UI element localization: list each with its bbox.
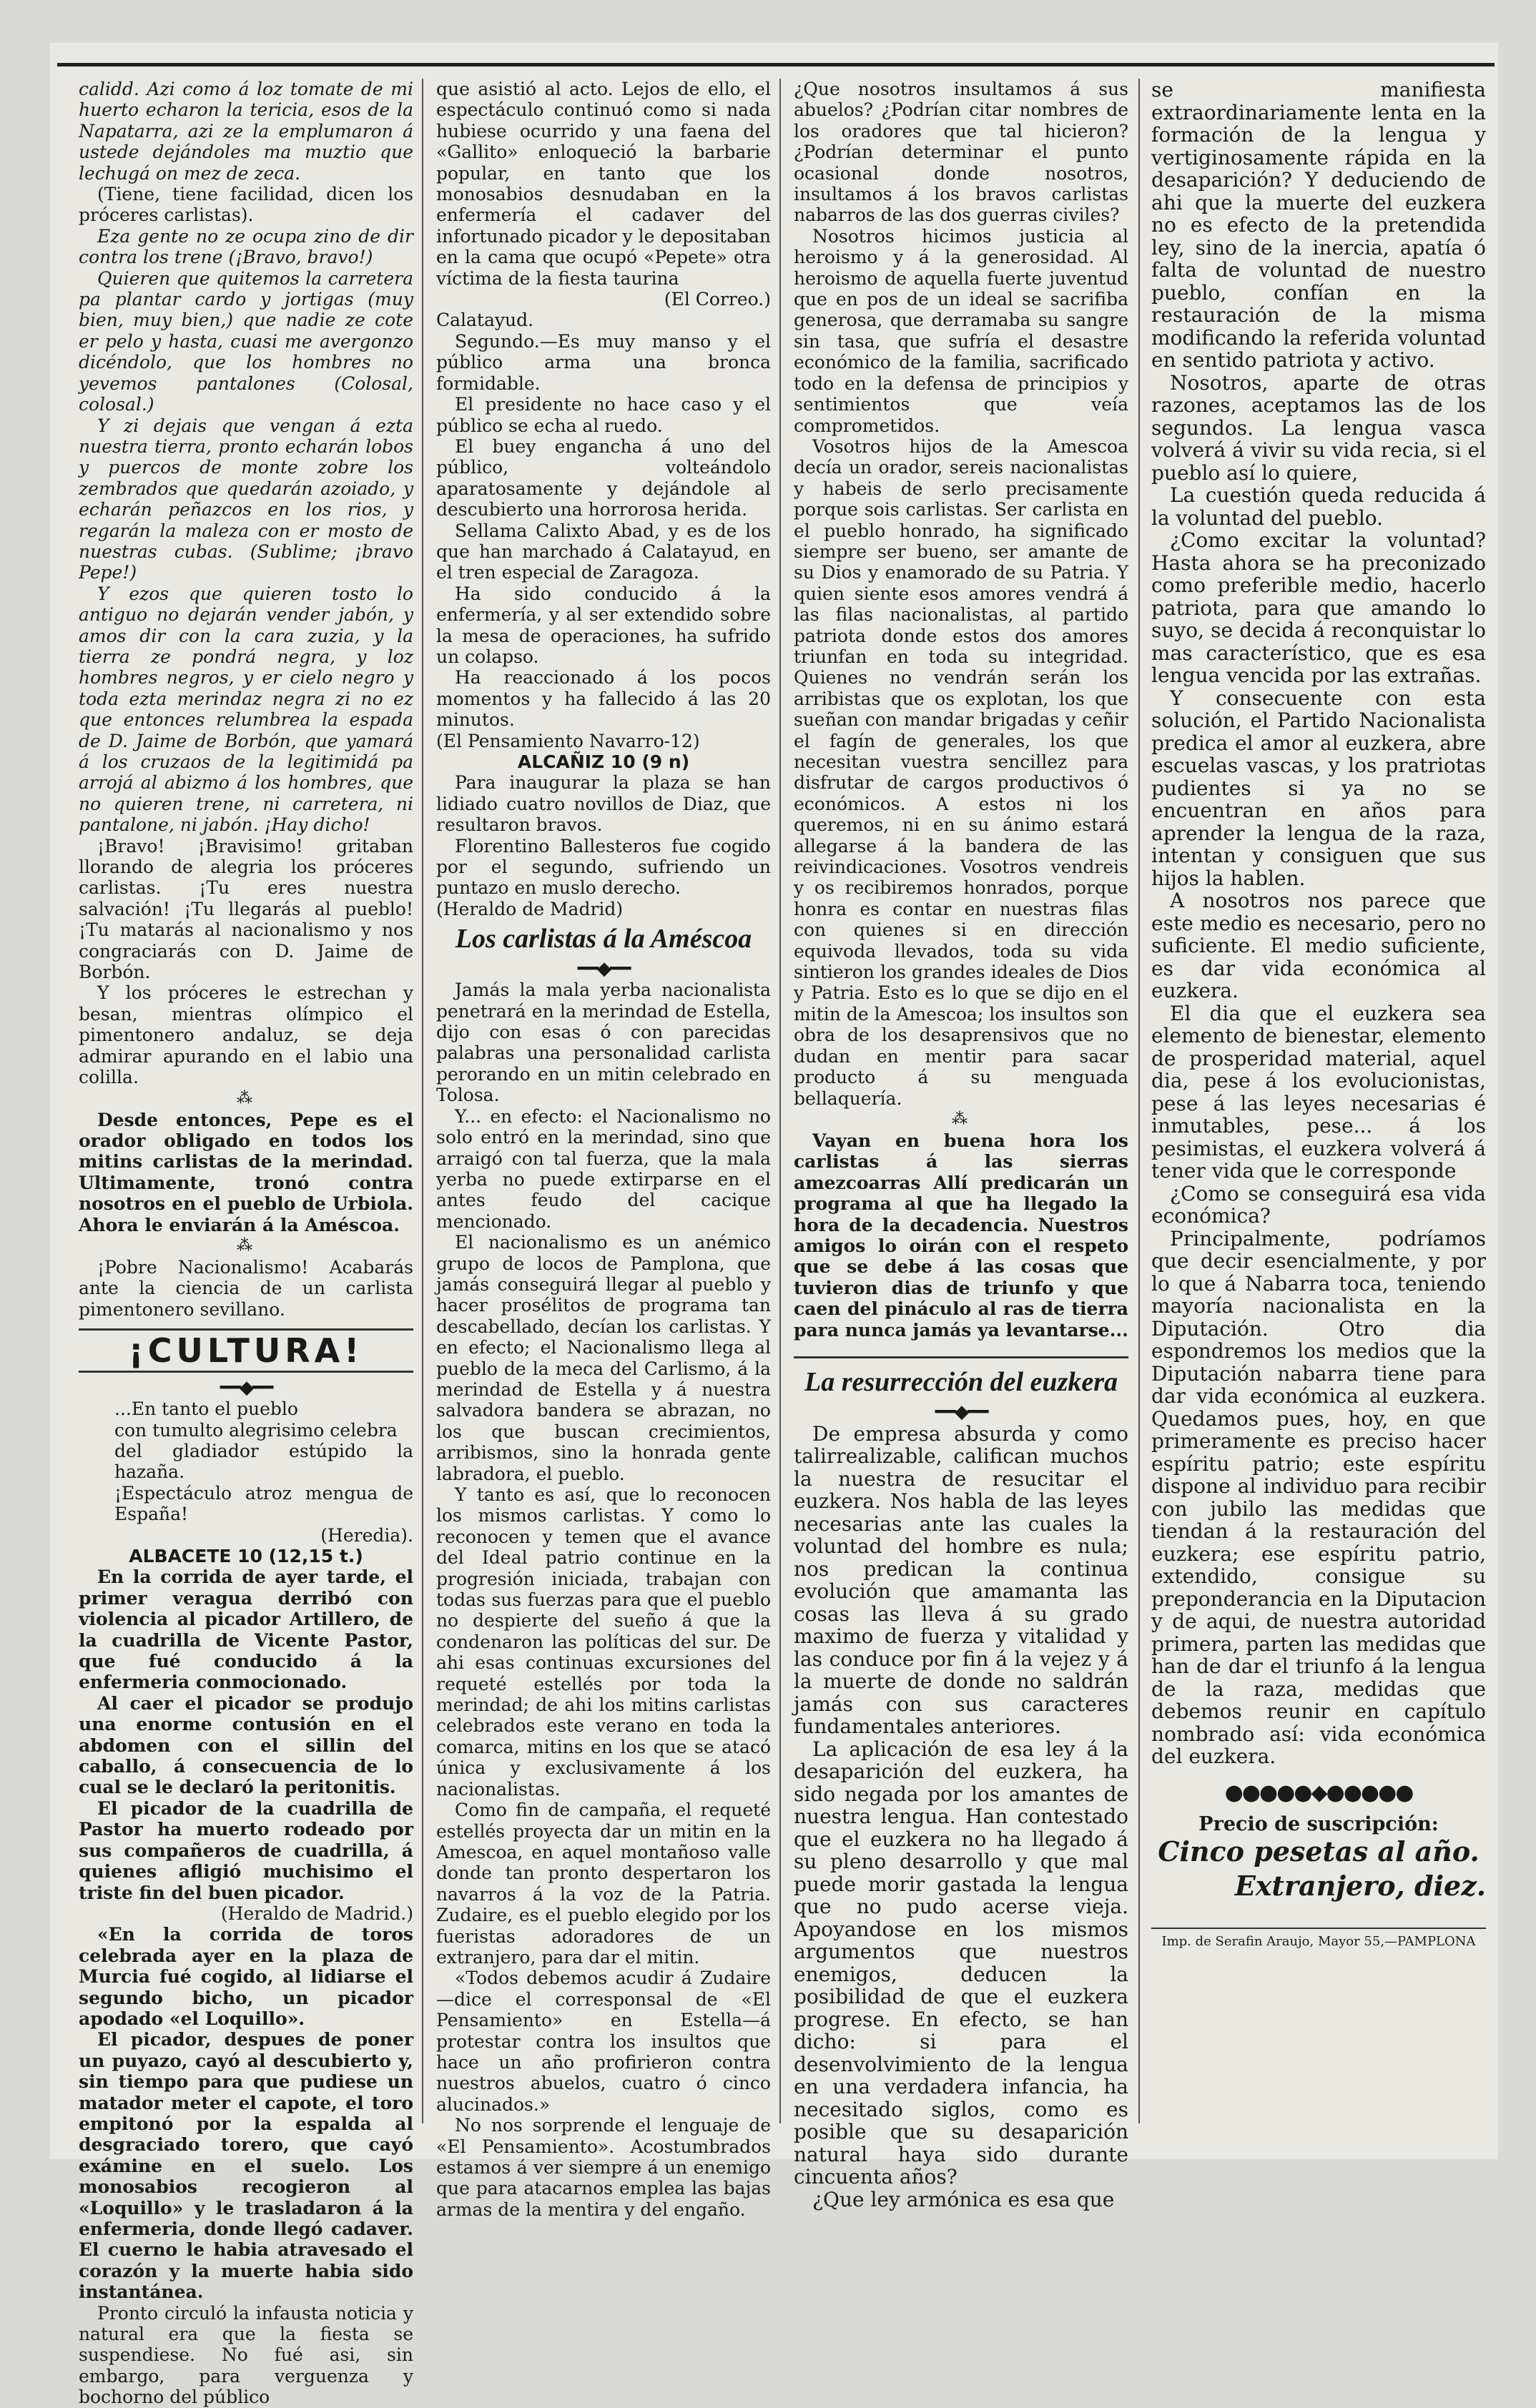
column-separator	[1138, 79, 1140, 2123]
paragraph: Y consecuente con esta solución, el Partido Nacionalista predica el amor al euzkera, abre escuelas vascas, y los pratriotas pudientes si ya no se encuentran en años para aprender la lengua de la raza, intentan y consiguen que sus hijos la hablen.	[1151, 686, 1486, 890]
column-separator	[779, 79, 781, 2123]
column-3	[794, 79, 1128, 2211]
paragraph: Desde entonces, Pepe es el orador obligado en todos los mitins carlistas de la merindad. Ultimamente, tronó contra nosotros en el pueblo de Urbiola. Ahora le enviarán á la Améscoa.	[79, 1109, 413, 1235]
verse-line: del gladiador estúpido la hazaña.	[114, 1440, 413, 1483]
paragraph: Nosotros hicimos justicia al heroismo y á la generosidad. Al heroismo de aquella fuerte juventud que en pos de un ideal se sacrifiba generosa, que derramaba su sangre sin tasa, que sufría el desastre económico de la familia, sacrificado todo en la defensa de principios y sentimientos que veía comprometidos.	[794, 225, 1128, 436]
paragraph: No nos sorprende el lenguaje de «El Pensamiento». Acostumbrados estamos á ver siempre á un enemigo que para atacarnos emplea las bajas armas de la mentira y del engaño.	[436, 2115, 771, 2220]
paragraph: Pronto circuló la infausta noticia y natural era que la fiesta se suspendiese. No fué asi, sin embargo, para verguenza y bochorno del público	[79, 2302, 413, 2408]
verse-line: con tumulto alegrisimo celebra	[114, 1419, 398, 1441]
section-title-cultura: ¡CULTURA!	[79, 1328, 413, 1373]
divider-ornament: ●●●●●◆●●●●●	[1224, 1780, 1413, 1805]
paragraph: La aplicación de esa ley á la desaparición del euzkera, ha sido negada por los amantes de nuestra lengua. Han contestado que el euzkera no ha llegado á su pleno desarrollo y que mal puede morir gastada la lengua que no pudo acerse vieja. Apoyandose en los mismos argumentos que nuestros enemigos, deducen la posibilidad de que el euzkera progrese. En efecto, se han dicho: si para el desenvolvimiento de la lengua en una verdadera infancia, ha necesitado siglos, como es posible que su desaparición natural haya sido durante cincuenta años?	[794, 1737, 1128, 2189]
paragraph: A nosotros nos parece que este medio es necesario, pero no suficiente. El medio suficiente, es dar vida económica al euzkera.	[1151, 889, 1486, 1002]
source-credit: (Heraldo de Madrid.)	[220, 1903, 413, 1924]
paragraph: El buey engancha á uno del público, volteándolo aparatosamente y dejándole al descubierto una horrorosa herida.	[436, 435, 771, 520]
divider-ornament: ━━◆━━	[220, 1377, 272, 1399]
column-separator	[422, 79, 423, 2123]
paragraph: «En la corrida de toros celebrada ayer en la plaza de Murcia fué cogido, al lidiarse el segundo bicho, un picador apodado «el Loquillo».	[79, 1924, 413, 2029]
paragraph: Para inaugurar la plaza se han lidiado cuatro novillos de Diaz, que resultaron bravos.	[436, 772, 771, 836]
column-2	[436, 79, 771, 2220]
paragraph: ¿Que ley armónica es esa que	[812, 2187, 1115, 2211]
paragraph: Sellama Calixto Abad, y es de los que han marchado á Calatayud, en el tren especial de Zaragoza.	[436, 520, 771, 583]
column-1	[79, 79, 413, 2408]
paragraph: Vosotros hijos de la Amescoa decía un orador, sereis nacionalistas y habeis de serlo precisamente porque sois carlistas. Ser carlista en el pueblo honrado, ha significado siempre ser bueno, ser amante de su Dios y enamorado de su Patria. Y quien siente esos amores vendrá á las filas nacionalistas, al partido patriota donde estos dos amores triunfan en toda su integridad. Quienes no vendrán serán los arribistas que os explotan, los que sueñan con mandar brigadas y ceñir el fagín de generales, los que necesitan vuestra sencillez para disfrutar de cargos productivos ó económicos. A estos ni los queremos, ni en su ánimo estará allegarse á la bandera de las reivindicaciones. Vosotros vendreis y os recibiremos honrados, porque honra es contar en nuestras filas con quienes si en dirección equivoda llevados, toda su vida sintieron los grandes ideales de Dios y Patria. Esto es lo que se dijo en el mitin de la Amescoa; los insultos son obra de los desaprensivos que no dudan en mentir para sacar producto á su menguada bellaquería.	[794, 435, 1128, 1109]
paragraph: Florentino Ballesteros fue cogido por el segundo, sufriendo un puntazo en muslo derecho.	[436, 835, 771, 899]
divider-ornament: ━━◆━━	[577, 958, 630, 980]
paragraph: En la corrida de ayer tarde, el primer veragua derribó con violencia al picador Artillero, de la cuadrilla de Vicente Pastor, que fué conducido á la enfermeria conmocionado.	[79, 1566, 413, 1693]
headline-carlistas: Los carlistas á la Améscoa	[455, 924, 752, 954]
dateline: ALCAÑIZ 10 (9 n)	[517, 751, 690, 772]
paragraph: Y los próceres le estrechan y besan, mientras olímpico el pimentonero andaluz, se deja admirar apurando en el labio una colilla.	[79, 982, 413, 1088]
asterism-ornament: ⁂	[237, 1236, 255, 1255]
paragraph: Y zi dejais que vengan á ezta nuestra tierra, pronto echarán lobos y puercos de monte zobre los zembrados que quedarán azoiado, y echarán peñazcos en los rios, y regarán la maleza con er mosto de nuestras cubas. (Sublime; ¡bravo Pepe!)	[79, 415, 413, 583]
paragraph: Ha sido conducido á la enfermería, y al ser extendido sobre la mesa de operaciones, ha sufrido un colapso.	[436, 583, 771, 667]
paragraph: que asistió al acto. Lejos de ello, el espectáculo continuó como si nada hubiese ocurrido y una faena del «Gallito» enloqueció la barbarie popular, en tanto que los monosabios desnudaban en la enfermería el cadaver del infortunado picador y le depositaban en la cama que ocupó «Pepete» otra víctima de la fiesta taurina	[436, 79, 771, 289]
dateline: ALBACETE 10 (12,15 t.)	[129, 1546, 363, 1566]
paragraph: De empresa absurda y como talirrealizable, califican muchos la nuestra de resucitar el euzkera. Nos habla de las leyes necesarias ante las cuales la voluntad del hombre es nula; nos predican la continua evolución que amamanta las cosas las lleva á su grado maximo de fuerza y vitalidad y las conduce por fin á la vejez y á la muerte de donde no saldrán jamás con sus caracteres fundamentales anteriores.	[794, 1421, 1128, 1739]
paragraph: calidd. Azi como á loz tomate de mi huerto echaron la tericia, esos de la Napatarra, azi ze la emplumaron á ustede dejándoles ma muztio que lechugá on mez de zeca.	[79, 79, 413, 184]
paragraph: «Todos debemos acudir á Zudaire—dice el corresponsal de «El Pensamiento» en Estella—á protestar contra los insultos que hace un año profirieron contra nuestros abuelos, cuatro ó cinco alucinados.»	[436, 1968, 771, 2115]
paragraph: Y tanto es así, que lo reconocen los mismos carlistas. Y como lo reconocen y temen que el avance del Ideal patrio continue en la progresión iniciada, trabajan con todas sus fuerzas para que el pueblo no despierte del sueño á que la condenaron las políticas del sur. De ahi esas continuas excursiones del requeté estellés por toda la merindad; de ahi los mitins carlistas celebrados este verano en toda la comarca, mitins en los que se atacó única y exclusivamente á los nacionalistas.	[436, 1484, 771, 1800]
paragraph: El picador, despues de poner un puyazo, cayó al descubierto y, sin tiempo para que pudiese un matador meter el capote, el toro empitonó por la espalda al desgraciado torero, que cayó exámine en el suelo. Los monosabios recogieron al «Loquillo» y le trasladaron á la enfermeria, donde llegó cadaver. El cuerno le habia atravesado el corazón y la muerte habia sido instantánea.	[79, 2029, 413, 2303]
paragraph: Segundo.—Es muy manso y el público arma una bronca formidable.	[436, 330, 771, 394]
top-rule	[57, 63, 1495, 66]
source-credit: (Heraldo de Madrid)	[436, 898, 624, 919]
paragraph: ¿Que nosotros insultamos á sus abuelos? ¿Podrían citar nombres de los oradores que tal hicieron? ¿Podrían determinar el punto ocasional donde nosotros, insultamos á los bravos carlistas nabarros de las dos guerras civiles?	[794, 79, 1128, 226]
source-credit: (El Pensamiento Navarro-12)	[436, 730, 700, 751]
column-4	[1151, 79, 1486, 2131]
paragraph: Jamás la mala yerba nacionalista penetrará en la merindad de Estella, dijo con esas ó con parecidas palabras una personalidad carlista perorando en un mitin celebrado en Tolosa.	[436, 980, 771, 1106]
paragraph: La cuestión queda reducida á la voluntad del pueblo.	[1151, 483, 1486, 530]
paragraph: Principalmente, podríamos que decir esencialmente, y por lo que á Nabarra toca, teniendo mayoría nacionalista en la Diputación. Otro dia espondremos los medios que la Diputación nabarra tiene para dar vida económica al euzkera. Quedamos pues, hoy, en que primeramente es preciso hacer espíritu patrio; este espíritu dispone al individuo para recibir con jubilo las medidas que tiendan á la restauración del euzkera; ese espíritu patrio, extendido, consigue su preponderancia en la Diputacion y de aqui, de nuestra autoridad primera, parten las medidas que han de dar el triunfo á la lengua de la raza, medidas que debemos reunir en capítulo nombrado así: vida económica del euzkera.	[1151, 1226, 1486, 1768]
paragraph: El picador de la cuadrilla de Pastor ha muerto rodeado por sus compañeros de cuadrilla, á quienes afligió muchisimo el triste fin del buen picador.	[79, 1797, 413, 1903]
verse-line: ...En tanto el pueblo	[114, 1398, 298, 1420]
verse-source: (Heredia).	[320, 1524, 413, 1546]
source-credit: (El Correo.)	[664, 289, 771, 310]
paragraph: ¿Como se conseguirá esa vida económica?	[1151, 1181, 1486, 1228]
paragraph: se manifiesta extraordinariamente lenta en la formación de la lengua y vertiginosamente rápida en la desaparición? Y deduciendo de ahi que la muerte del euzkera no es efecto de la pretendida ley, sino de la inercia, apatía ó falta de voluntad de nuestro pueblo, confían en la restauración de la misma modificando la referida voluntad en sentido patriota y activo.	[1151, 78, 1486, 372]
paragraph: Vayan en buena hora los carlistas á las sierras amezcoarras Allí predicarán un programa al que ha llegado la hora de la decadencia. Nuestros amigos lo oirán con el respeto que se debe á las cosas que tuvieron dias de triunfo y que caen del pináculo al ras de tierra para nunca jamás ya levantarse...	[794, 1130, 1128, 1341]
paragraph: El nacionalismo es un anémico grupo de locos de Pamplona, que jamás conseguirá llegar al pueblo y hacer prosélitos de programa tan descabellado, decían los carlistas. Y en efecto; el Nacionalismo llega al pueblo de la meca del Carlismo, á la merindad de Estella y á nuestra salvadora bandera se abrazan, no los que buscan crecimientos, arribismos, sino la honrada gente labradora, el pueblo.	[436, 1232, 771, 1484]
paragraph: ¡Bravo! ¡Bravisimo! gritaban llorando de alegria los próceres carlistas. ¡Tu eres nuestra salvación! ¡Tu llegarás al pueblo! ¡Tu matarás al nacionalismo y nos congraciarás con D. Jaime de Borbón.	[79, 835, 413, 983]
subscription-label: Precio de suscripción:	[1198, 1812, 1439, 1835]
paragraph: Como fin de campaña, el requeté estellés proyecta dar un mitin en la Amescoa, en aquel montañoso valle donde tan pronto despertaron los navarros á la voz de la Patria. Zudaire, es el pueblo elegido por los fueristas adoradores de un extranjero, para dar el mitin.	[436, 1800, 771, 1968]
paragraph: (Tiene, tiene facilidad, dicen los próceres carlistas).	[79, 184, 413, 226]
paragraph: Eza gente no ze ocupa zino de dir contra los trene (¡Bravo, bravo!)	[79, 225, 413, 268]
paragraph: Ha reaccionado á los pocos momentos y ha fallecido á las 20 minutos.	[436, 667, 771, 731]
imprint-line: Imp. de Serafin Araujo, Mayor 55,—PAMPLONA	[1151, 1928, 1486, 1950]
paragraph: Nosotros, aparte de otras razones, aceptamos las de los segundos. La lengua vasca volverá á vivir su vida recia, si el pueblo así lo quiere,	[1151, 370, 1486, 485]
paragraph: Al caer el picador se produjo una enorme contusión en el abdomen con el sillin del caballo, á consecuencia de lo cual se le declaró la peritonitis.	[79, 1692, 413, 1798]
paragraph: Calatayud.	[436, 310, 534, 331]
price-national: Cinco pesetas al año.	[1158, 1835, 1480, 1867]
paragraph: ¡Pobre Nacionalismo! Acabarás ante la ciencia de un carlista pimentonero sevillano.	[79, 1256, 413, 1320]
paragraph: El dia que el euzkera sea elemento de bienestar, elemento de prosperidad material, aquel dia, pese á los evolucionistas, pese á las leyes necesarias é inmutables, pese... á los pesimistas, el euzkera volverá á tener vida que le corresponde	[1151, 1001, 1486, 1183]
paragraph: ¿Como excitar la voluntad? Hasta ahora se ha preconizado como preferible medio, hacerlo patriota, para que amando lo suyo, se decida á reconquistar lo mas característico, que es esa lengua vencida por las extrañas.	[1151, 528, 1486, 687]
paragraph: El presidente no hace caso y el público se echa al ruedo.	[436, 394, 771, 436]
verse-line: ¡Espectáculo atroz mengua de España!	[114, 1482, 413, 1525]
paragraph: Y... en efecto: el Nacionalismo no solo entró en la merindad, sino que arraigó con tal fuerza, que la mala yerba no puede extirparse en el antes feudo del cacique mencionado.	[436, 1105, 771, 1232]
price-foreign: Extranjero, diez.	[1234, 1869, 1486, 1902]
asterism-ornament: ⁂	[237, 1089, 255, 1107]
paragraph: Y ezos que quieren tosto lo antiguo no dejarán vender jabón, y amos dir con la cara zuzia, y la tierra ze pondrá negra, y loz hombres negros, y er cielo negro y toda ezta merindaz negra zi no ez que entonces relumbrea la espada de D. Jaime de Borbón, que yamará á los cruzaos de la legitimidá pa arrojá al abizmo á los hombres, que no quieren trene, ni carretera, ni pantalone, ni jabón. ¡Hay dicho!	[79, 583, 413, 836]
paragraph: Quieren que quitemos la carretera pa plantar cardo y jortigas (muy bien, muy bien,) que nadie ze cote er pelo y hasta, cuasi me avergonzo dicéndolo, que los hombres no yevemos pantalones (Colosal, colosal.)	[79, 267, 413, 415]
divider-ornament: ━━◆━━	[935, 1401, 988, 1423]
headline-euzkera: La resurrección del euzkera	[794, 1356, 1128, 1398]
asterism-ornament: ⁂	[952, 1110, 970, 1128]
